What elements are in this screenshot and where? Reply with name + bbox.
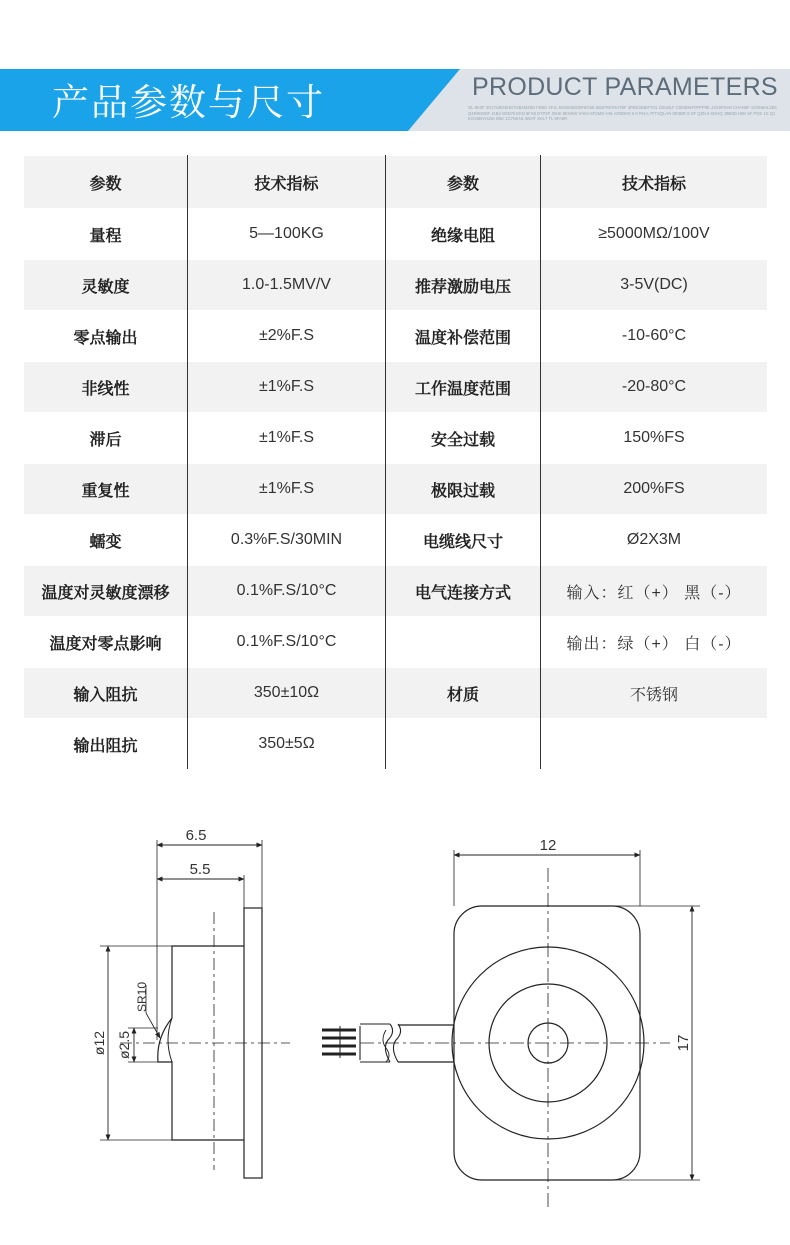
param-value: Ø2X3M — [541, 515, 768, 566]
param-value: 3-5V(DC) — [541, 260, 768, 311]
param-value: 0.1%F.S/10°C — [188, 566, 386, 617]
wire-input-colors: 输入：红（+） 黑（-） — [541, 566, 768, 617]
param-name: 极限过载 — [386, 464, 541, 515]
param-name: 非线性 — [24, 362, 188, 413]
param-value: 5—100KG — [188, 209, 386, 260]
param-name: 温度对灵敏度漂移 — [24, 566, 188, 617]
param-name — [386, 719, 541, 770]
table-header-row — [24, 156, 767, 209]
param-name: 滞后 — [24, 413, 188, 464]
param-value: ≥5000MΩ/100V — [541, 209, 768, 260]
param-name: 推荐激励电压 — [386, 260, 541, 311]
param-name: 电缆线尺寸 — [386, 515, 541, 566]
side-view — [100, 840, 290, 1178]
param-name: 输出阻抗 — [24, 719, 188, 770]
dim-label-12: 12 — [539, 837, 557, 854]
param-value: 200%FS — [541, 464, 768, 515]
param-value: 不锈钢 — [541, 668, 768, 719]
param-value: -10-60°C — [541, 311, 768, 362]
table-row — [24, 566, 767, 617]
top-view — [322, 850, 700, 1210]
table-row — [24, 464, 767, 515]
table-row — [24, 719, 767, 770]
param-value: ±2%F.S — [188, 311, 386, 362]
table-row — [24, 311, 767, 362]
param-name: 蠕变 — [24, 515, 188, 566]
param-value — [541, 719, 768, 770]
dim-label-5-5: 5.5 — [189, 861, 211, 878]
param-name: 工作温度范围 — [386, 362, 541, 413]
dim-label-d2-5: ø2.5 — [116, 1030, 132, 1060]
technical-drawing — [0, 800, 790, 1245]
param-value: 350±10Ω — [188, 668, 386, 719]
dim-label-sr10: SR10 — [135, 981, 149, 1012]
param-value: 350±5Ω — [188, 719, 386, 770]
param-value: 1.0-1.5MV/V — [188, 260, 386, 311]
header-param-2: 参数 — [386, 156, 541, 209]
dim-leader-sr10 — [146, 1013, 160, 1038]
table-row — [24, 668, 767, 719]
param-value: ±1%F.S — [188, 362, 386, 413]
param-value: 150%FS — [541, 413, 768, 464]
dim-label-17: 17 — [675, 1034, 692, 1052]
table-row — [24, 515, 767, 566]
header-banner — [0, 0, 790, 140]
wire-output-colors: 输出：绿（+） 白（-） — [541, 617, 768, 668]
banner-fine-print: OL 8K0F 3G17U8G5HD7GB4MZ0D FB9G 2FJL 5GWK6ED8F8G5K 5B2FRKF5AT8F 4PBK3EBIF7OL D0U8LF C0K0D5F0FPP5E J1G9FDH0 CHAN9F 1G5N6AL3E5Q4R8G5DF J1B4 G5N7KGKN 5FX6 D7P2F J8HK 6ESKW VH5A 5F2MO H5L KR9DH0 6 K7N1A 7FTSQLAN 9R3BR 8 DF Q5N 8 6GHQ J98MD H8K 5F PGK 1S Q1KGX5BVHJ1K B5K 1C7NKNL 5NHT XKL7 TL 9FA8R — [468, 105, 777, 121]
table-row — [24, 413, 767, 464]
param-name: 量程 — [24, 209, 188, 260]
param-name: 灵敏度 — [24, 260, 188, 311]
param-value: -20-80°C — [541, 362, 768, 413]
param-value: 0.1%F.S/10°C — [188, 617, 386, 668]
param-name: 输入阻抗 — [24, 668, 188, 719]
side-dome — [168, 1018, 172, 1062]
table-row — [24, 260, 767, 311]
cable-wires — [322, 1030, 356, 1054]
param-name: 温度对零点影响 — [24, 617, 188, 668]
dim-label-d12: ø12 — [91, 1030, 107, 1056]
param-name: 电气连接方式 — [386, 566, 541, 617]
param-value: ±1%F.S — [188, 413, 386, 464]
page-title: 产品参数与尺寸 — [52, 81, 325, 124]
header-param-1: 参数 — [24, 156, 188, 209]
param-name — [386, 617, 541, 668]
spec-table — [24, 155, 767, 769]
param-name: 零点输出 — [24, 311, 188, 362]
table-row — [24, 617, 767, 668]
param-name: 重复性 — [24, 464, 188, 515]
param-name: 绝缘电阻 — [386, 209, 541, 260]
table-row — [24, 362, 767, 413]
param-name: 温度补偿范围 — [386, 311, 541, 362]
dim-label-6-5: 6.5 — [185, 827, 207, 844]
param-name: 安全过载 — [386, 413, 541, 464]
param-name: 材质 — [386, 668, 541, 719]
param-value: ±1%F.S — [188, 464, 386, 515]
header-value-1: 技术指标 — [188, 156, 386, 209]
page-subtitle-en: PRODUCT PARAMETERS — [472, 73, 778, 101]
param-value: 0.3%F.S/30MIN — [188, 515, 386, 566]
header-value-2: 技术指标 — [541, 156, 768, 209]
cable-jacket — [398, 1025, 454, 1062]
table-row — [24, 209, 767, 260]
